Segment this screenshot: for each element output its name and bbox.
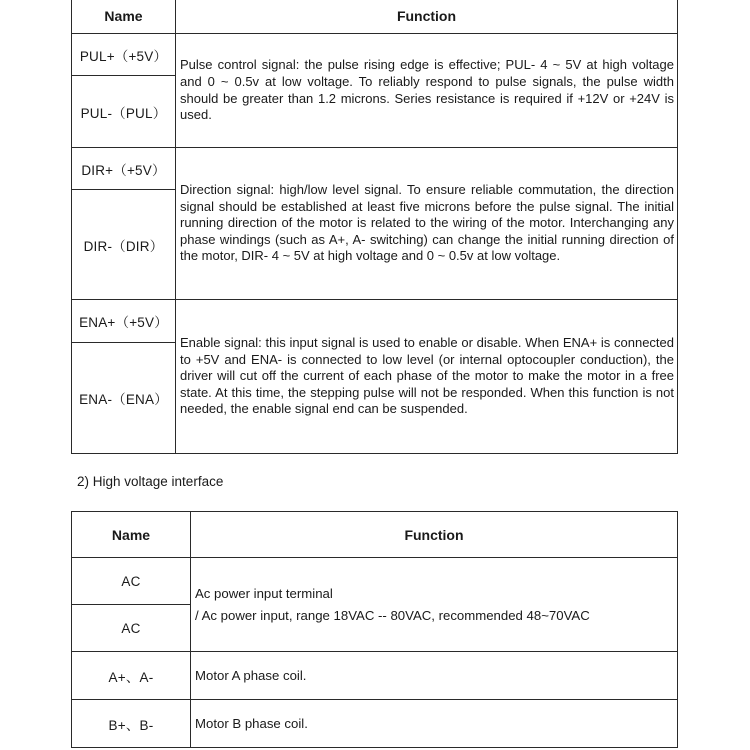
dir-plus-name: DIR+（+5V） [72,148,176,190]
function-header: Function [176,0,678,34]
function-header: Function [191,512,678,558]
ena-minus-name: ENA-（ENA） [72,343,176,454]
pulse-function: Pulse control signal: the pulse rising edge is effective; PUL- 4 ~ 5V at high voltage and 0 ~ 0.5v at low voltage. To reliably respond to pulse signals, the pulse width should be greater than 1.2 microns. Series resistance is required if +12V or +24V is used. [176,34,678,148]
section-heading: 2) High voltage interface [77,474,224,489]
ac-function-line2: / Ac power input, range 18VAC -- 80VAC, recommended 48~70VAC [195,607,590,623]
name-header: Name [72,0,176,34]
b-phase-name: B+、B- [72,700,191,748]
ac-name: AC [72,558,191,605]
signal-interface-table [71,0,678,454]
name-header: Name [72,512,191,558]
direction-function: Direction signal: high/low level signal. To ensure reliable commutation, the direction signal should be established at least five microns before the pulse signal. The initial running direction of the motor is related to the wiring of the motor. Interchanging any phase windings (such as A+, A- switching) can change the initial running direction of the motor, DIR- 4 ~ 5V at high voltage and 0 ~ 0.5v at low voltage. [176,148,678,300]
a-phase-function: Motor A phase coil. [191,652,678,700]
ac-function-line1: Ac power input terminal [195,585,333,601]
ac-name: AC [72,605,191,652]
enable-function: Enable signal: this input signal is used to enable or disable. When ENA+ is connected to +5V and ENA- is connected to low level (or internal optocoupler conduction), the driver will cut off the current of each phase of the motor to make the motor in a free state. At this time, the stepping pulse will not be responded. When this function is not needed, the enable signal end can be suspended. [176,300,678,454]
ena-plus-name: ENA+（+5V） [72,300,176,343]
b-phase-function: Motor B phase coil. [191,700,678,748]
pul-plus-name: PUL+（+5V） [72,34,176,76]
dir-minus-name: DIR-（DIR） [72,190,176,300]
a-phase-name: A+、A- [72,652,191,700]
high-voltage-table [71,511,678,748]
ac-function [191,558,678,652]
pul-minus-name: PUL-（PUL） [72,76,176,148]
